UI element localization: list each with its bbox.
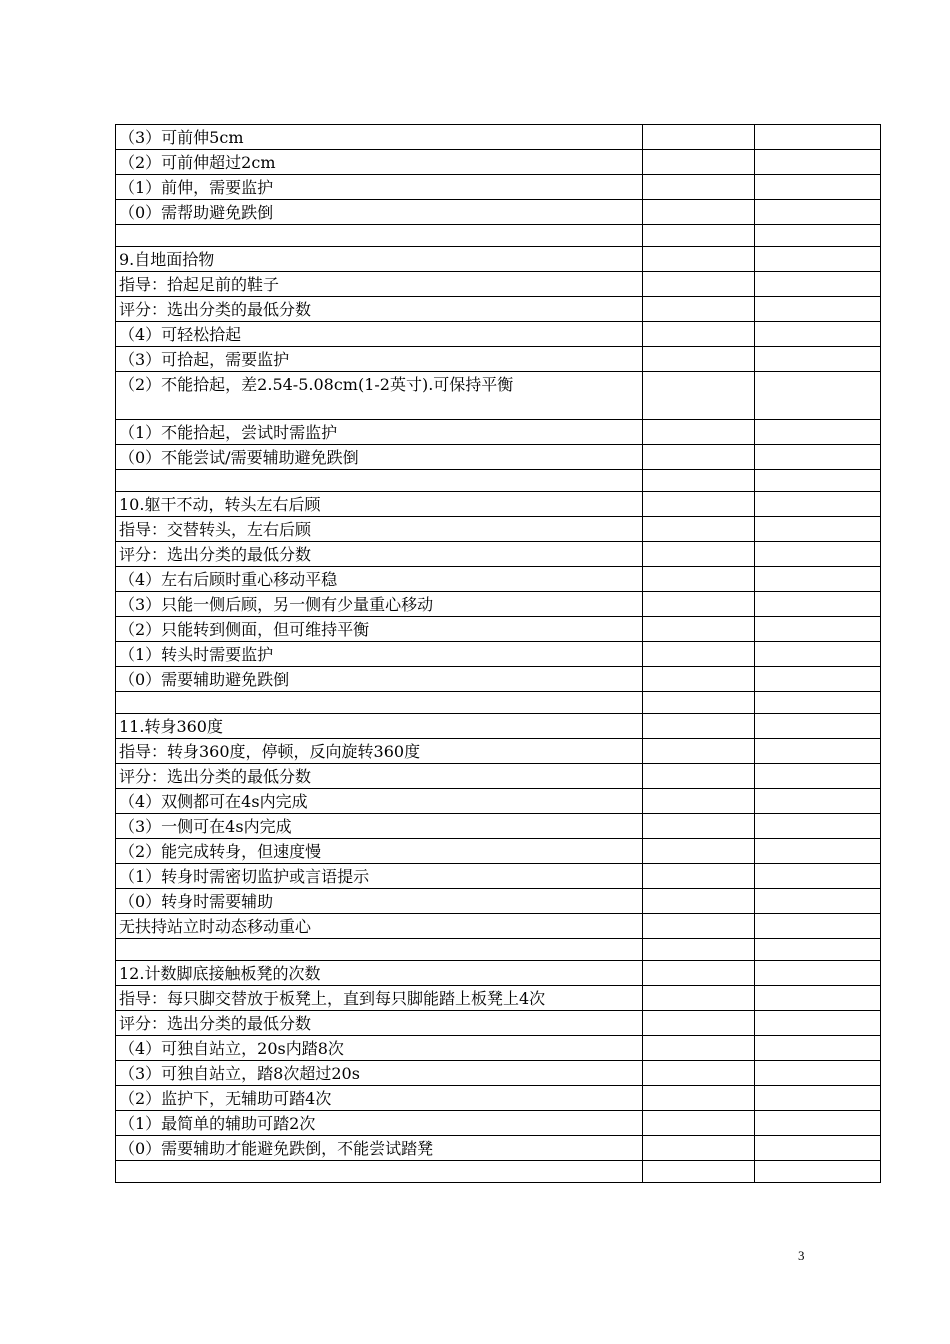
page-number: 3 (798, 1248, 805, 1263)
table-row (116, 714, 881, 739)
score-cell (643, 297, 755, 322)
item-text-cell: 12.计数脚底接触板凳的次数 (116, 961, 643, 986)
score-cell (643, 1061, 755, 1086)
score-cell (643, 764, 755, 789)
score-cell (643, 322, 755, 347)
item-text-cell: （2）能完成转身，但速度慢 (116, 839, 643, 864)
score-cell (643, 492, 755, 517)
score-cell (643, 1161, 755, 1183)
item-text-cell: （2）只能转到侧面，但可维持平衡 (116, 617, 643, 642)
score-cell (643, 1136, 755, 1161)
score-cell (643, 1086, 755, 1111)
table-row (116, 297, 881, 322)
table-row (116, 542, 881, 567)
table-row (116, 322, 881, 347)
remark-cell (755, 297, 881, 322)
item-text-cell (116, 470, 643, 492)
score-cell (643, 986, 755, 1011)
table-row (116, 445, 881, 470)
table-row (116, 764, 881, 789)
item-text-cell: （4）可独自站立，20s内踏8次 (116, 1036, 643, 1061)
remark-cell (755, 864, 881, 889)
table-row (116, 125, 881, 150)
score-cell (643, 592, 755, 617)
table-row (116, 961, 881, 986)
remark-cell (755, 617, 881, 642)
item-text-cell (116, 939, 643, 961)
item-text-cell: （1）不能拾起，尝试时需监护 (116, 420, 643, 445)
item-text-cell: 指导：拾起足前的鞋子 (116, 272, 643, 297)
score-cell (643, 864, 755, 889)
item-text-cell: （0）需要辅助才能避免跌倒，不能尝试踏凳 (116, 1136, 643, 1161)
remark-cell (755, 1136, 881, 1161)
table-row (116, 225, 881, 247)
item-text-cell: （1）最简单的辅助可踏2次 (116, 1111, 643, 1136)
score-cell (643, 175, 755, 200)
item-text-cell: （3）可前伸5cm (116, 125, 643, 150)
remark-cell (755, 175, 881, 200)
table-row (116, 692, 881, 714)
item-text-cell: 9.自地面拾物 (116, 247, 643, 272)
score-cell (643, 739, 755, 764)
table-row (116, 889, 881, 914)
score-cell (643, 814, 755, 839)
item-text-cell: （1）前伸，需要监护 (116, 175, 643, 200)
remark-cell (755, 1011, 881, 1036)
score-cell (643, 914, 755, 939)
item-text-cell: （0）需帮助避免跌倒 (116, 200, 643, 225)
item-text-cell: 10.躯干不动，转头左右后顾 (116, 492, 643, 517)
item-text-cell: （1）转身时需密切监护或言语提示 (116, 864, 643, 889)
remark-cell (755, 739, 881, 764)
score-cell (643, 150, 755, 175)
table-row (116, 1061, 881, 1086)
table-row (116, 1161, 881, 1183)
item-text-cell (116, 692, 643, 714)
table-row (116, 247, 881, 272)
item-text-cell: （0）不能尝试/需要辅助避免跌倒 (116, 445, 643, 470)
table-row (116, 864, 881, 889)
remark-cell (755, 567, 881, 592)
remark-cell (755, 322, 881, 347)
item-text-cell: （3）一侧可在4s内完成 (116, 814, 643, 839)
score-cell (643, 372, 755, 420)
score-cell (643, 692, 755, 714)
table-row (116, 617, 881, 642)
score-cell (643, 789, 755, 814)
remark-cell (755, 1061, 881, 1086)
item-text-cell (116, 1161, 643, 1183)
item-text-cell: 指导：交替转头，左右后顾 (116, 517, 643, 542)
table-row (116, 1036, 881, 1061)
table-row (116, 567, 881, 592)
table-row (116, 492, 881, 517)
score-cell (643, 567, 755, 592)
table-row (116, 470, 881, 492)
table-row (116, 200, 881, 225)
score-cell (643, 517, 755, 542)
score-cell (643, 347, 755, 372)
table-row (116, 517, 881, 542)
item-text-cell: 评分：选出分类的最低分数 (116, 542, 643, 567)
remark-cell (755, 125, 881, 150)
table-row (116, 789, 881, 814)
table-row (116, 1111, 881, 1136)
item-text-cell: 指导：转身360度，停顿，反向旋转360度 (116, 739, 643, 764)
table-row (116, 150, 881, 175)
remark-cell (755, 642, 881, 667)
score-cell (643, 542, 755, 567)
table-row (116, 642, 881, 667)
item-text-cell: （0）需要辅助避免跌倒 (116, 667, 643, 692)
remark-cell (755, 247, 881, 272)
item-text-cell: 评分：选出分类的最低分数 (116, 1011, 643, 1036)
item-text-cell: （3）可拾起，需要监护 (116, 347, 643, 372)
table-row (116, 592, 881, 617)
table-row (116, 1011, 881, 1036)
score-cell (643, 642, 755, 667)
score-cell (643, 1011, 755, 1036)
remark-cell (755, 692, 881, 714)
remark-cell (755, 592, 881, 617)
remark-cell (755, 839, 881, 864)
remark-cell (755, 492, 881, 517)
assessment-table (115, 124, 881, 1183)
item-text-cell: 11.转身360度 (116, 714, 643, 739)
table-row (116, 1136, 881, 1161)
remark-cell (755, 1161, 881, 1183)
table-row (116, 914, 881, 939)
remark-cell (755, 517, 881, 542)
item-text-cell: 指导：每只脚交替放于板凳上，直到每只脚能踏上板凳上4次 (116, 986, 643, 1011)
remark-cell (755, 542, 881, 567)
remark-cell (755, 1036, 881, 1061)
item-text-cell: （3）只能一侧后顾，另一侧有少量重心移动 (116, 592, 643, 617)
score-cell (643, 889, 755, 914)
table-row (116, 814, 881, 839)
score-cell (643, 445, 755, 470)
item-text-cell: （2）监护下，无辅助可踏4次 (116, 1086, 643, 1111)
table-row (116, 1086, 881, 1111)
item-text-cell: 评分：选出分类的最低分数 (116, 297, 643, 322)
item-text-cell: 评分：选出分类的最低分数 (116, 764, 643, 789)
remark-cell (755, 347, 881, 372)
score-cell (643, 1111, 755, 1136)
remark-cell (755, 1111, 881, 1136)
remark-cell (755, 372, 881, 420)
remark-cell (755, 764, 881, 789)
table-row (116, 667, 881, 692)
remark-cell (755, 986, 881, 1011)
remark-cell (755, 939, 881, 961)
remark-cell (755, 420, 881, 445)
item-text-cell: 无扶持站立时动态移动重心 (116, 914, 643, 939)
item-text-cell: （0）转身时需要辅助 (116, 889, 643, 914)
score-cell (643, 1036, 755, 1061)
table-row (116, 420, 881, 445)
score-cell (643, 420, 755, 445)
remark-cell (755, 445, 881, 470)
score-cell (643, 961, 755, 986)
item-text-cell: （4）双侧都可在4s内完成 (116, 789, 643, 814)
item-text-cell: （4）可轻松拾起 (116, 322, 643, 347)
table-row (116, 939, 881, 961)
remark-cell (755, 470, 881, 492)
item-text-cell: （1）转头时需要监护 (116, 642, 643, 667)
remark-cell (755, 789, 881, 814)
table-row (116, 372, 881, 420)
score-cell (643, 247, 755, 272)
remark-cell (755, 272, 881, 297)
remark-cell (755, 200, 881, 225)
remark-cell (755, 667, 881, 692)
table-row (116, 739, 881, 764)
table-row (116, 347, 881, 372)
item-text-cell: （2）不能拾起，差2.54-5.08cm(1-2英寸).可保持平衡 (116, 372, 643, 420)
table-row (116, 839, 881, 864)
remark-cell (755, 961, 881, 986)
score-cell (643, 470, 755, 492)
remark-cell (755, 150, 881, 175)
table-row (116, 175, 881, 200)
remark-cell (755, 714, 881, 739)
table-row (116, 986, 881, 1011)
remark-cell (755, 814, 881, 839)
remark-cell (755, 889, 881, 914)
score-cell (643, 939, 755, 961)
remark-cell (755, 1086, 881, 1111)
score-cell (643, 272, 755, 297)
item-text-cell (116, 225, 643, 247)
score-cell (643, 200, 755, 225)
score-cell (643, 714, 755, 739)
score-cell (643, 225, 755, 247)
item-text-cell: （4）左右后顾时重心移动平稳 (116, 567, 643, 592)
remark-cell (755, 225, 881, 247)
score-cell (643, 617, 755, 642)
remark-cell (755, 914, 881, 939)
score-cell (643, 125, 755, 150)
score-cell (643, 667, 755, 692)
item-text-cell: （3）可独自站立，踏8次超过20s (116, 1061, 643, 1086)
item-text-cell: （2）可前伸超过2cm (116, 150, 643, 175)
score-cell (643, 839, 755, 864)
table-row (116, 272, 881, 297)
